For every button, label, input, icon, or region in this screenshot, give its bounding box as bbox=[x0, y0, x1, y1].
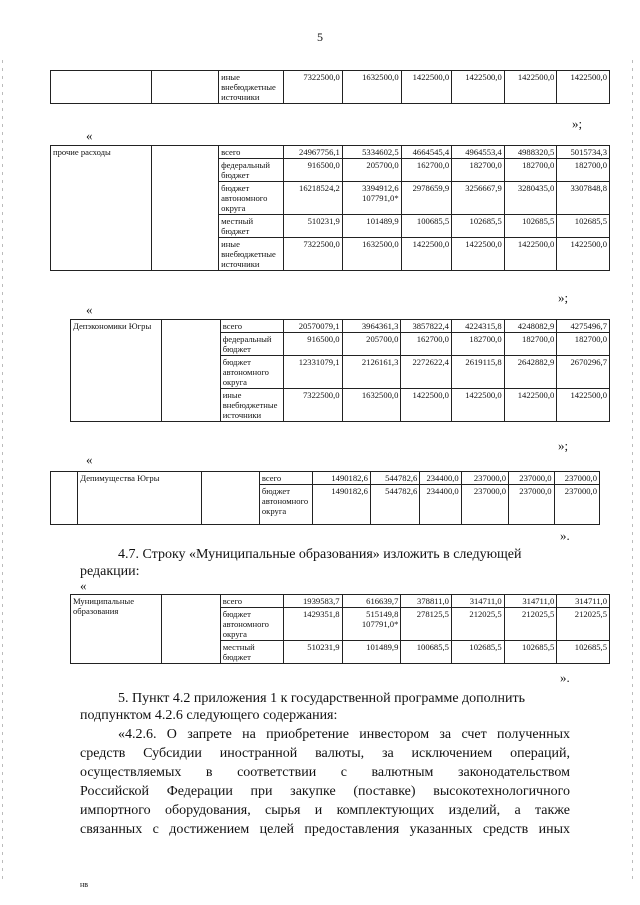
table-row: бюджет автономного округа 12331079,1 2126161,3 2272622,4 2619115,8 2642882,9 2670296,7 bbox=[71, 356, 610, 389]
paragraph-4-7: 4.7. Строку «Муниципальные образования» изложить в следующей bbox=[118, 547, 522, 562]
table-row: местный бюджет 510231,9 101489,9 100685,5 102685,5 102685,5 102685,5 bbox=[71, 641, 610, 664]
table-other-expenses bbox=[50, 145, 610, 271]
scan-edge-left bbox=[2, 60, 3, 880]
opening-quote: « bbox=[80, 578, 87, 593]
table-row: прочие расходы всего 24967756,1 5334602,5 4664545,4 4964553,4 4988320,5 5015734,3 bbox=[51, 146, 610, 159]
closing-quote: ». bbox=[560, 528, 570, 543]
table-row: бюджет автономного округа 16218524,2 3394912,6 107791,0* 2978659,9 3256667,9 3280435,0 3307848,8 bbox=[51, 182, 610, 215]
paragraph-5: 5. Пункт 4.2 приложения 1 к государственной программе дополнить bbox=[118, 691, 525, 706]
paragraph-4-2-6-line: импортного оборудования, сырья и комплектующих изделий, а также bbox=[80, 803, 570, 818]
table-row: бюджет автономного округа 1490182,6 544782,6 234400,0 237000,0 237000,0 237000,0 bbox=[51, 485, 600, 525]
closing-quote: »; bbox=[572, 116, 583, 131]
table-row: иные внебюджетные источники 7322500,0 1632500,0 1422500,0 1422500,0 1422500,0 1422500,0 bbox=[51, 238, 610, 271]
table-row: федеральный бюджет 916500,0 205700,0 162700,0 182700,0 182700,0 182700,0 bbox=[51, 159, 610, 182]
page-number: 5 bbox=[317, 30, 323, 44]
table-top-fragment bbox=[50, 70, 610, 118]
paragraph-5-cont: подпунктом 4.2.6 следующего содержания: bbox=[80, 708, 338, 723]
footer-initials: нв bbox=[80, 880, 89, 889]
paragraph-4-2-6: «4.2.6. О запрете на приобретение инвестором за счет полученных bbox=[118, 727, 570, 742]
paragraph-4-2-6-line: средств Субсидии иностранной валюты, за исключением операций, bbox=[80, 746, 570, 761]
scan-edge-right bbox=[632, 60, 633, 880]
paragraph-4-7-cont: редакции: bbox=[80, 564, 140, 579]
closing-quote: »; bbox=[558, 290, 569, 305]
table-row: Депэкономики Югры всего 20570079,1 3964361,3 3857822,4 4224315,8 4248082,9 4275496,7 bbox=[71, 320, 610, 333]
table-row: федеральный бюджет 916500,0 205700,0 162700,0 182700,0 182700,0 182700,0 bbox=[71, 333, 610, 356]
closing-quote: »; bbox=[558, 438, 569, 453]
paragraph-4-2-6-line: Российской Федерации при закупке (поставке) высокотехнологичного bbox=[80, 784, 570, 799]
opening-quote: « bbox=[86, 452, 93, 467]
opening-quote: « bbox=[86, 302, 93, 317]
row-name: Депэкономики Югры bbox=[71, 320, 162, 422]
row-name: Депимущества Югры bbox=[78, 472, 202, 525]
table-row: бюджет автономного округа 1429351,8 515149,8 107791,0* 278125,5 212025,5 212025,5 212025,5 bbox=[71, 608, 610, 641]
table-row: иные внебюджетные источники 7322500,0 1632500,0 1422500,0 1422500,0 1422500,0 1422500,0 bbox=[51, 71, 610, 104]
table-municipal bbox=[70, 594, 610, 664]
table-row: иные внебюджетные источники 7322500,0 1632500,0 1422500,0 1422500,0 1422500,0 1422500,0 bbox=[71, 389, 610, 422]
paragraph-4-2-6-line: осуществляемых в соответствии с валютным законодательством bbox=[80, 765, 570, 780]
row-name: Муниципальные образования bbox=[71, 595, 162, 664]
table-row: местный бюджет 510231,9 101489,9 100685,5 102685,5 102685,5 102685,5 bbox=[51, 215, 610, 238]
paragraph-4-2-6-line: связанных с достижением целей предоставления указанных средств иных bbox=[80, 822, 570, 837]
table-row: Депимущества Югры всего 1490182,6 544782,6 234400,0 237000,0 237000,0 237000,0 bbox=[51, 472, 600, 485]
table-row: Муниципальные образования всего 1939583,7 616639,7 378811,0 314711,0 314711,0 314711,0 bbox=[71, 595, 610, 608]
closing-quote: ». bbox=[560, 670, 570, 685]
source-cell: иные внебюджетные источники bbox=[219, 71, 284, 104]
row-name: прочие расходы bbox=[51, 146, 152, 271]
table-deptecon bbox=[70, 319, 610, 422]
table-deptimush bbox=[50, 471, 600, 525]
opening-quote: « bbox=[86, 128, 93, 143]
